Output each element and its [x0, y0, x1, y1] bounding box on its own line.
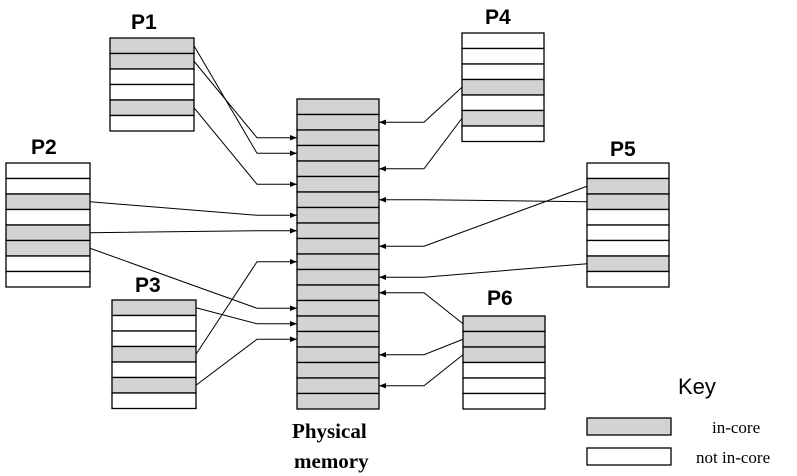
page-cell-p2 — [6, 241, 90, 257]
page-cell-p6 — [463, 378, 545, 394]
page-cell-p5 — [587, 256, 669, 272]
page-cell-p4 — [462, 49, 544, 65]
memory-frame — [297, 254, 379, 270]
page-cell-p3 — [112, 300, 196, 316]
process-label-p1: P1 — [131, 11, 157, 34]
page-cell-p6 — [463, 394, 545, 410]
physical-memory — [297, 99, 379, 409]
process-label-p2: P2 — [31, 136, 57, 159]
page-cell-p5 — [587, 210, 669, 226]
memory-frame — [297, 347, 379, 363]
key-not-in-core-label: not in-core — [696, 448, 771, 467]
memory-frame — [297, 146, 379, 162]
process-label-p3: P3 — [135, 274, 161, 297]
memory-frame — [297, 239, 379, 255]
memory-label-line1: Physical — [292, 419, 367, 443]
memory-frame — [297, 161, 379, 177]
mapping-arrow-p2 — [90, 248, 297, 308]
memory-frame — [297, 130, 379, 146]
page-cell-p3 — [112, 393, 196, 409]
memory-frame — [297, 285, 379, 301]
mapping-arrow-p6 — [379, 293, 463, 324]
page-cell-p2 — [6, 210, 90, 226]
mapping-arrow-p6 — [379, 355, 463, 386]
page-cell-p6 — [463, 316, 545, 332]
memory-frame — [297, 363, 379, 379]
page-cell-p5 — [587, 179, 669, 195]
page-cell-p1 — [110, 54, 194, 70]
page-cell-p2 — [6, 225, 90, 241]
page-cell-p3 — [112, 347, 196, 363]
memory-frame — [297, 332, 379, 348]
page-cell-p3 — [112, 362, 196, 378]
mapping-arrow-p5 — [379, 186, 587, 246]
memory-frame — [297, 316, 379, 332]
mapping-arrow-p6 — [379, 339, 463, 355]
page-cell-p1 — [110, 116, 194, 132]
page-cell-p3 — [112, 378, 196, 394]
page-cell-p3 — [112, 331, 196, 347]
mapping-arrow-p4 — [379, 87, 462, 122]
page-cell-p4 — [462, 33, 544, 49]
process-label-p6: P6 — [487, 287, 513, 310]
page-cell-p2 — [6, 179, 90, 195]
page-cell-p1 — [110, 69, 194, 85]
page-cell-p6 — [463, 332, 545, 348]
memory-frame — [297, 301, 379, 317]
process-label-p4: P4 — [485, 6, 511, 29]
memory-frame — [297, 208, 379, 224]
page-cell-p2 — [6, 194, 90, 210]
key-in-core-swatch — [587, 418, 671, 435]
mapping-arrow-p1 — [194, 108, 297, 185]
mapping-arrow-p5 — [379, 264, 587, 278]
mapping-arrow-p2 — [90, 202, 297, 216]
page-cell-p4 — [462, 80, 544, 96]
key-legend — [587, 374, 770, 467]
key-not-in-core-swatch — [587, 448, 671, 465]
mapping-arrow-p4 — [379, 118, 462, 169]
page-cell-p2 — [6, 272, 90, 288]
page-cell-p5 — [587, 241, 669, 257]
page-cell-p6 — [463, 363, 545, 379]
memory-frame — [297, 270, 379, 286]
page-cell-p6 — [463, 347, 545, 363]
mapping-arrow-p2 — [90, 231, 297, 233]
page-cell-p5 — [587, 225, 669, 241]
page-cell-p1 — [110, 100, 194, 116]
memory-frame — [297, 177, 379, 193]
memory-frame — [297, 99, 379, 115]
mapping-arrow-p3 — [196, 339, 297, 385]
page-cell-p4 — [462, 64, 544, 80]
page-cell-p2 — [6, 163, 90, 179]
page-cell-p4 — [462, 95, 544, 111]
page-cell-p2 — [6, 256, 90, 272]
page-cell-p1 — [110, 85, 194, 101]
page-cell-p5 — [587, 272, 669, 288]
memory-label-line2: memory — [294, 449, 369, 473]
mapping-arrow-p3 — [196, 308, 297, 324]
page-cell-p1 — [110, 38, 194, 54]
process-label-p5: P5 — [610, 138, 636, 161]
memory-frame — [297, 394, 379, 410]
page-cell-p3 — [112, 316, 196, 332]
key-title: Key — [678, 374, 716, 399]
memory-frame — [297, 378, 379, 394]
page-cell-p5 — [587, 163, 669, 179]
key-in-core-label: in-core — [712, 418, 761, 437]
memory-frame — [297, 223, 379, 239]
mapping-arrow-p1 — [194, 46, 297, 154]
page-cell-p4 — [462, 126, 544, 142]
page-cell-p4 — [462, 111, 544, 127]
page-cell-p5 — [587, 194, 669, 210]
memory-frame — [297, 192, 379, 208]
memory-frame — [297, 115, 379, 131]
mapping-arrow-p5 — [379, 200, 587, 202]
